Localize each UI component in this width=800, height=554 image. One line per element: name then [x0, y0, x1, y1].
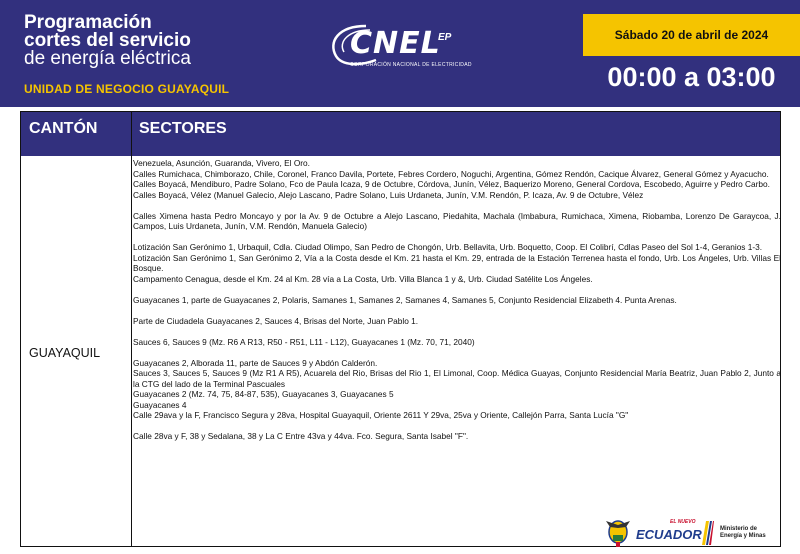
sectores-cell — [133, 158, 781, 442]
sector-item: Calle 29ava y la F, Francisco Segura y 28va, Hospital Guayaquil, Oriente 2611 Y 29va, 25va y Oriente, Callejón Parra, Santa Lucía "G" — [133, 410, 629, 420]
sector-item: Campamento Cenagua, desde el Km. 24 al Km. 28 vía a La Costa, Urb. Villa Blanca 1 y &, Urb. Ciudad Satélite Los Ángeles. — [133, 273, 593, 284]
date-box — [583, 14, 800, 56]
logo-subtitle: CORPORACIÓN NACIONAL DE ELECTRICIDAD — [350, 62, 472, 68]
sector-item: Sauces 6, Sauces 9 (Mz. R6 A R13, R50 - R51, L11 - L12), Guayacanes 1 (Mz. 70, 71, 2040) — [133, 336, 475, 347]
sector-item: Calles Boyacá, Mendiburo, Padre Solano, Fco de Paula Icaza, 9 de Octubre, Córdova, Junín, Vélez, Baquerizo Moreno, General Cordova, Escobedo, Aguirre y Pedro Carbo. — [133, 179, 770, 189]
page-title — [24, 14, 191, 68]
column-header-sectores: SECTORES — [139, 120, 227, 137]
sector-item: Parte de Ciudadela Guayacanes 2, Sauces 4, Brisas del Norte, Juan Pablo 1. — [133, 315, 419, 326]
schedule-date: Sábado 20 de abril de 2024 — [614, 28, 769, 42]
cnel-logo — [326, 20, 472, 80]
coat-of-arms-icon — [604, 515, 632, 547]
sector-item: Guayacanes 2, Alborada 11, parte de Sauces 9 y Abdón Calderón. — [133, 357, 378, 368]
business-unit: UNIDAD DE NEGOCIO GUAYAQUIL — [24, 82, 230, 96]
schedule-table — [20, 111, 781, 547]
column-divider — [131, 112, 132, 546]
sector-item: Lotización San Gerónimo 1, San Gerónimo 2, Vía a la Costa desde el Km. 21 hasta el Km. 29, entrada de la Estación Terrenea hasta el fondo, Urb. Los Ángeles, Urb. Villas El Bosque. — [133, 252, 781, 273]
sector-item: Calles Rumichaca, Chimborazo, Chile, Coronel, Franco Davila, Portete, Febres Cordero, Noguchi, Argentina, Gómez Rendón, Cacique Álvarez, General Gómez y Ayacucho. — [133, 168, 769, 179]
sector-item: Sauces 3, Sauces 5, Sauces 9 (Mz R1 A R5), Acuarela del Rio, Brisas del Rio 1, El Limonal, Coop. Médica Guayas, Conjunto Residencial María Beatriz, Juan Pablo 2, Junto a la CTG del lado de la Terminal Pascuales — [133, 368, 781, 389]
ministry-name — [720, 526, 766, 539]
country-tagline: EL NUEVO — [670, 519, 696, 525]
sector-item: Venezuela, Asunción, Guaranda, Vivero, El Oro. — [133, 158, 310, 168]
sector-item: Guayacanes 1, parte de Guayacanes 2, Polaris, Samanes 1, Samanes 2, Samanes 4, Samanes 5, Conjunto Residencial Elizabeth 4. Punta Arenas. — [133, 294, 677, 305]
flag-stripes-icon — [700, 521, 714, 545]
table-header — [21, 112, 780, 156]
ministry-logo — [604, 515, 774, 551]
logo-text: CNEL — [350, 26, 441, 61]
ministry-line-1: Ministerio de — [720, 526, 758, 532]
sector-item: Guayacanes 4 — [133, 399, 187, 410]
sector-item: Guayacanes 2 (Mz. 74, 75, 84-87, 535), Guayacanes 3, Guayacanes 5 — [133, 389, 394, 399]
title-line-1: Programación — [24, 12, 152, 33]
logo-ep: EP — [438, 32, 452, 43]
sector-item: Lotización San Gerónimo 1, Urbaquil, Cdla. Ciudad Olimpo, San Pedro de Chongón, Urb. Bellavita, Urb. Boquetto, Coop. El Colibrí, Cdlas Paseo del Sol 1-4, Geranios 1-3. — [133, 242, 763, 252]
column-header-canton: CANTÓN — [29, 120, 98, 137]
sector-item: Calles Ximena hasta Pedro Moncayo y por la Av. 9 de Octubre a Alejo Lascano, Piedahita, Machala (Imbabura, Rumichaca, Ximena, Riobamba, Lorenzo De Garaycoa, J. Campos, Luis Urdaneta, Junín, V.M. Rendón, Manuela Galecio) — [133, 210, 781, 231]
canton-cell: GUAYAQUIL — [29, 346, 101, 360]
sector-item: Calle 28va y F, 38 y Sedalana, 38 y La C Entre 43va y 44va. Fco. Segura, Santa Isabel "F". — [133, 431, 469, 441]
country-name: ECUADOR — [636, 527, 702, 542]
time-range: 00:00 a 03:00 — [607, 62, 776, 92]
sector-item: Calles Boyacá, Vélez (Manuel Galecio, Alejo Lascano, Padre Solano, Luis Urdaneta, Junín, V.M. Rendón, P. Icaza, Av. 9 de Octubre, Vélez — [133, 189, 644, 200]
title-line-3: de energía eléctrica — [24, 48, 191, 69]
header-banner — [0, 0, 800, 107]
ministry-line-2: Energía y Minas — [720, 532, 766, 539]
title-line-2: cortes del servicio — [24, 30, 191, 51]
